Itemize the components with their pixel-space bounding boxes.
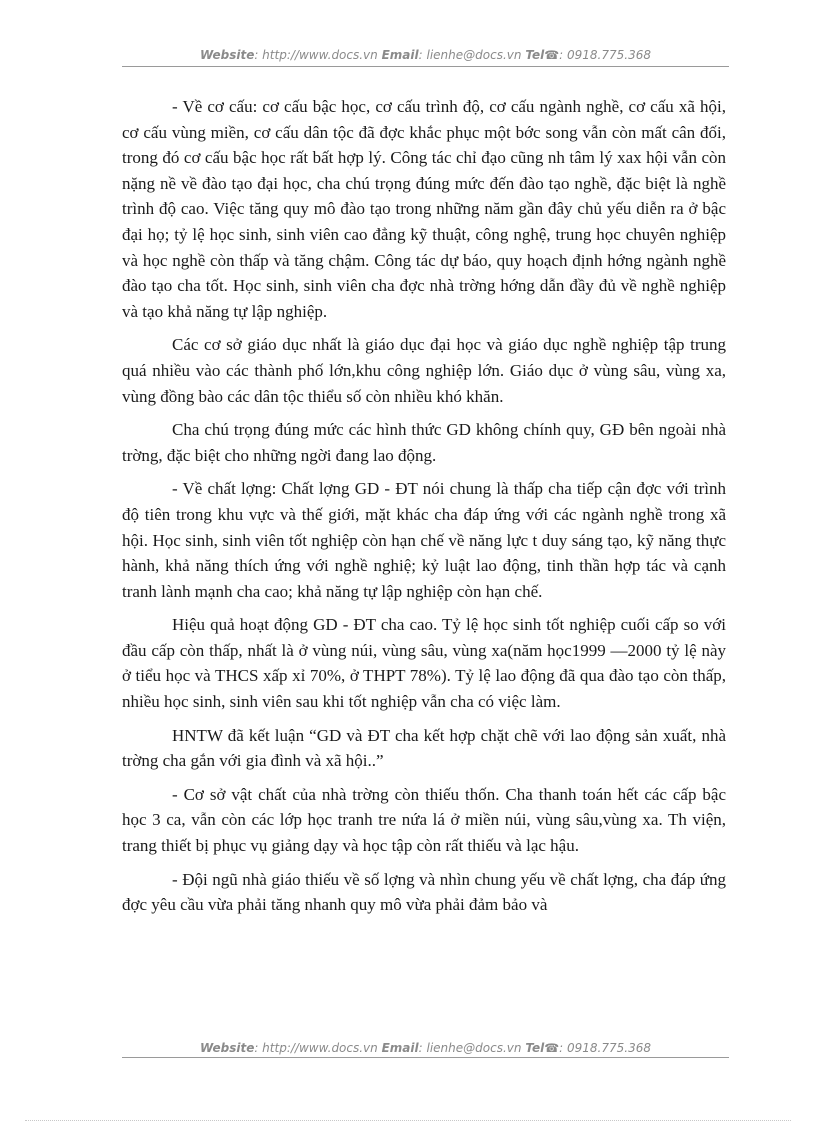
paragraph-3: Cha chú trọng đúng mức các hình thức GD không chính quy, GĐ bên ngoài nhà trờng, đặc biệt cho những ngời đang lao động. [122,420,726,465]
footer-website-value: : http://www.docs.vn [254,1041,378,1055]
header-website-label: Website [200,48,255,62]
paragraph-6: HNTW đã kết luận “GD và ĐT cha kết hợp chặt chẽ với lao động sản xuất, nhà trờng cha gắn với gia đình và xã hội..” [122,725,726,771]
paragraph-5: Hiệu quả hoạt động GD - ĐT cha cao. Tỷ lệ học sinh tốt nghiệp cuối cấp so với đầu cấp còn thấp, nhất là ở vùng núi, vùng sâu, vùng xa(năm học1999 —2000 tỷ lệ này ở tiểu học và THCS xấp xỉ 70%, ở THPT 78%). Tỷ lệ lao động đã qua đào tạo còn thấp, nhiều học sinh, sinh viên sau khi tốt nghiệp vẫn cha có việc làm. [122,615,726,712]
footer-website-label: Website [200,1041,255,1055]
page-edge-line [25,1120,791,1121]
footer-divider [122,1057,729,1058]
page-footer [122,1040,729,1056]
paragraph-7: - Cơ sở vật chất của nhà trờng còn thiếu thốn. Cha thanh toán hết các cấp bậc học 3 ca, vẫn còn các lớp học tranh tre nứa lá ở miền núi, vùng sâu,vùng xa. Th viện, trang thiết bị phục vụ giảng dạy và học tập còn rất thiếu và lạc hậu. [122,784,726,856]
header-divider [122,66,729,67]
header-website-value: : http://www.docs.vn [254,48,378,62]
footer-tel-value: ☎: 0918.775.368 [544,1041,651,1055]
header-email-value: : lienhe@docs.vn [418,48,522,62]
page-header [122,47,729,63]
paragraph-8: - Đội ngũ nhà giáo thiếu về số lợng và nhìn chung yếu về chất lợng, cha đáp ứng đợc yêu cầu vừa phải tăng nhanh quy mô vừa phải đảm bảo và [122,869,726,915]
header-tel-value: ☎: 0918.775.368 [544,48,651,62]
paragraph-4: - Về chất lợng: Chất lợng GD - ĐT nói chung là thấp cha tiếp cận đợc với trình độ tiên trong khu vực và thế giới, mặt khác cha đáp ứng với các ngành nghề trong xã hội. Học sinh, sinh viên tốt nghiệp còn hạn chế về năng lực t duy sáng tạo, kỹ năng thực hành, khả năng thích ứng với nghề nghiệ; kỷ luật lao động, tinh thần hợp tác và cạnh tranh lành mạnh cha cao; khả năng tự lập nghiệp còn hạn chế. [122,479,726,601]
footer-email-value: : lienhe@docs.vn [418,1041,522,1055]
footer-email-label: Email [381,1041,419,1055]
footer-tel-label: Tel [525,1041,545,1055]
paragraph-2: Các cơ sở giáo dục nhất là giáo dục đại học và giáo dục nghề nghiệp tập trung quá nhiều vào các thành phố lớn,khu công nghiệp lớn. Giáo dục ở vùng sâu, vùng xa, vùng đồng bào các dân tộc thiểu số còn nhiều khó khăn. [122,335,726,406]
document-body [122,94,726,926]
header-email-label: Email [381,48,419,62]
paragraph-1: - Về cơ cấu: cơ cấu bậc học, cơ cấu trình độ, cơ cấu ngành nghề, cơ cấu xã hội, cơ cấu vùng miền, cơ cấu dân tộc đã đợc khắc phục một bớc song vẫn còn mất cân đối, trong đó cơ cấu bậc học rất bất hợp lý. Công tác chỉ đạo cũng nh tâm lý xax hội vẫn còn nặng nề về đào tạo đại học, cha chú trọng đúng mức đến đào tạo nghề, đặc biệt là nghề trình độ cao. Việc tăng quy mô đào tạo trong những năm gần đây chủ yếu diễn ra ở bậc đại họ; tỷ lệ học sinh, sinh viên cao đẳng kỹ thuật, công nghệ, trung học chuyên nghiệp và học nghề còn thấp và tăng chậm. Công tác dự báo, quy hoạch định hớng ngành nghề đào tạo cha tốt. Học sinh, sinh viên cha đợc nhà trờng hớng dẫn đầy đủ về nghề nghiệp và tạo khả năng tự lập nghiệp. [122,97,726,321]
header-tel-label: Tel [525,48,545,62]
